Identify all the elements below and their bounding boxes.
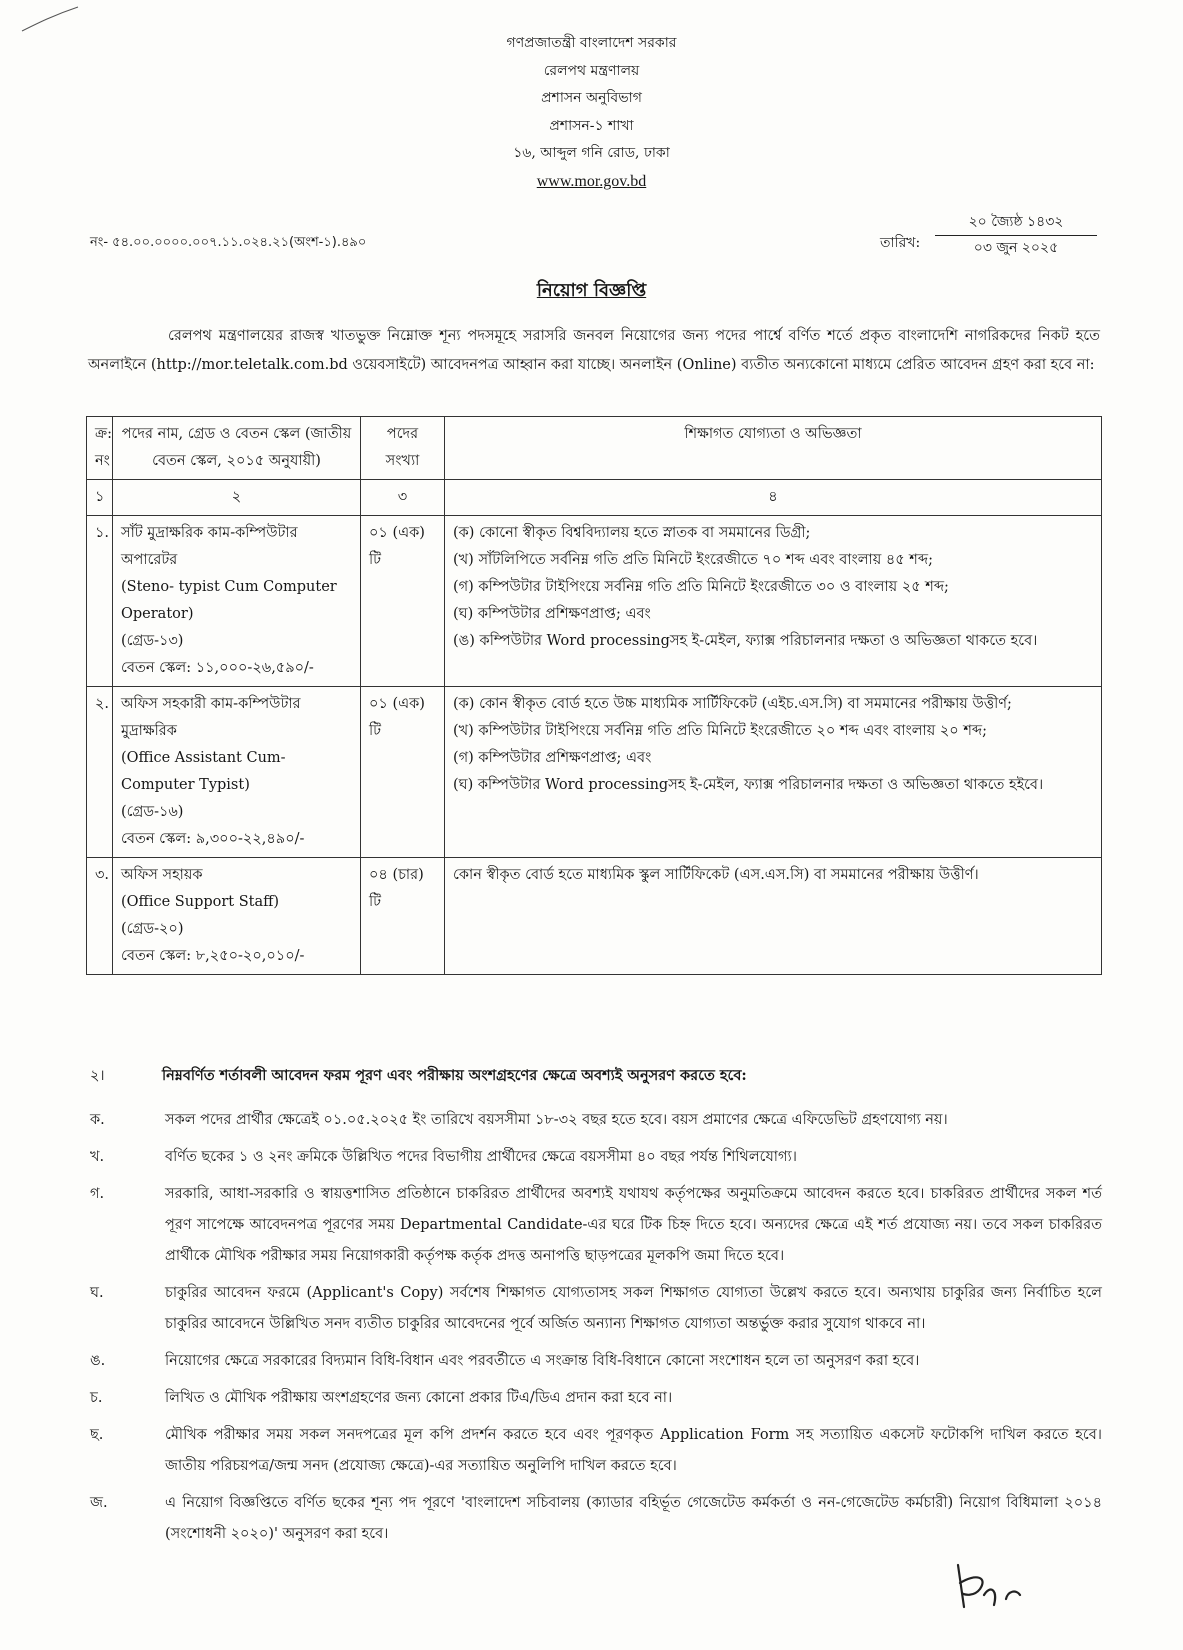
item-label: গ.	[90, 1186, 105, 1202]
post-name-en: (Office Support Staff)	[121, 894, 280, 910]
conditions-title: নিম্নবর্ণিত শর্তাবলী আবেদন ফরম পূরণ এবং পরীক্ষায় অংশগ্রহণের ক্ষেত্রে অবশ্যই অনুসরণ করতে হবে:	[162, 1067, 747, 1084]
table-row	[87, 687, 1102, 858]
date-label: তারিখ:	[880, 235, 921, 251]
post-name-en: (Office Assistant Cum-Computer Typist)	[121, 750, 286, 793]
qualification-item: (ক) কোন স্বীকৃত বোর্ড হতে উচ্চ মাধ্যমিক সার্টিফিকেট (এইচ.এস.সি) বা সমমানের পরীক্ষায় উত্তীর্ণ;	[453, 696, 1012, 712]
col-number: ৪	[445, 480, 1102, 516]
table-row	[87, 858, 1102, 975]
item-text: লিখিত ও মৌখিক পরীক্ষায় অংশগ্রহণের জন্য কোনো প্রকার টিএ/ডিএ প্রদান করা হবে না।	[165, 1390, 673, 1406]
qualification-item: (খ) কম্পিউটার টাইপিংয়ে সর্বনিম্ন গতি প্রতি মিনিটে ইংরেজীতে ২০ শব্দ এবং বাংলায় ২০ শব্দ;	[453, 723, 987, 739]
list-item	[90, 1179, 1102, 1272]
conditions-list	[90, 1105, 1102, 1556]
list-item	[90, 1420, 1102, 1482]
memo-number: নং- ৫৪.০০.০০০০.০০৭.১১.০২৪.২১(অংশ-১).৪৯০	[90, 235, 367, 250]
item-label: ছ.	[90, 1427, 104, 1443]
qualification-cell	[445, 687, 1102, 858]
row-serial: ১.	[87, 516, 113, 687]
table-row	[87, 516, 1102, 687]
post-pay-scale: বেতন স্কেল: ৮,২৫০-২০,০১০/-	[121, 948, 305, 964]
conditions-number: ২।	[90, 1068, 105, 1084]
ministry-name: রেলপথ মন্ত্রণালয়	[543, 62, 640, 79]
conditions-heading	[90, 1065, 747, 1089]
header-post: পদের নাম, গ্রেড ও বেতন স্কেল (জাতীয় বেতন স্কেল, ২০১৫ অনুযায়ী)	[113, 417, 361, 480]
qualification-item: (ক) কোনো স্বীকৃত বিশ্ববিদ্যালয় হতে স্নাতক বা সমমানের ডিগ্রী;	[453, 525, 811, 541]
item-label: ঙ.	[90, 1353, 106, 1369]
item-text: এ নিয়োগ বিজ্ঞপ্তিতে বর্ণিত ছকের শূন্য পদ পূরণে 'বাংলাদেশ সচিবালয় (ক্যাডার বহির্ভূত গেজেটেড কর্মকর্তা ও নন-গেজেটেড কর্মচারী) নিয়োগ বিধিমালা ২০১৪ (সংশোধনী ২০২০)' অনুসরণ করা হবে।	[165, 1495, 1102, 1542]
column-number-row	[87, 480, 1102, 516]
post-pay-scale: বেতন স্কেল: ৯,৩০০-২২,৪৯০/-	[121, 831, 305, 847]
post-pay-scale: বেতন স্কেল: ১১,০০০-২৬,৫৯০/-	[121, 660, 314, 676]
qualification-item: (ঙ) কম্পিউটার Word processingসহ ই-মেইল, ফ্যাক্স পরিচালনার দক্ষতা ও অভিজ্ঞতা থাকতে হবে।	[453, 633, 1038, 649]
post-count: ০৪ (চার) টি	[361, 858, 445, 975]
table-header-row	[87, 417, 1102, 480]
qualification-cell	[445, 516, 1102, 687]
post-cell	[113, 516, 361, 687]
post-name-bn: অফিস সহকারী কাম-কম্পিউটার মুদ্রাক্ষরিক	[121, 696, 301, 739]
list-item	[90, 1278, 1102, 1340]
vacancy-table	[86, 416, 1102, 975]
row-serial: ৩.	[87, 858, 113, 975]
qualification-item: (ঘ) কম্পিউটার প্রশিক্ষণপ্রাপ্ত; এবং	[453, 606, 651, 622]
list-item	[90, 1383, 1102, 1414]
handwritten-initial-signature	[950, 1555, 1030, 1625]
branch-name: প্রশাসন-১ শাখা	[549, 117, 634, 134]
item-label: খ.	[90, 1149, 105, 1165]
item-text: চাকুরির আবেদন ফরমে (Applicant's Copy) সর্বশেষ শিক্ষাগত যোগ্যতাসহ সকল শিক্ষাগত যোগ্যতা উল্লেখ করতে হবে। অন্যথায় চাকুরির জন্য নির্বাচিত হলে চাকুরির আবেদনে উল্লিখিত সনদ ব্যতীত চাকুরির আবেদনের পূর্বে অর্জিত অন্যান্য শিক্ষাগত যোগ্যতা অন্তর্ভুক্ত করার সুযোগ থাকবে না।	[165, 1285, 1102, 1332]
qualification-item: কোন স্বীকৃত বোর্ড হতে মাধ্যমিক স্কুল সার্টিফিকেট (এস.এস.সি) বা সমমানের পরীক্ষায় উত্তীর্ণ।	[453, 867, 979, 883]
qualification-item: (খ) সাঁটলিপিতে সর্বনিম্ন গতি প্রতি মিনিটে ইংরেজীতে ৭০ শব্দ এবং বাংলায় ৪৫ শব্দ;	[453, 552, 933, 568]
govt-name: গণপ্রজাতন্ত্রী বাংলাদেশ সরকার	[506, 35, 677, 51]
qualification-item: (গ) কম্পিউটার প্রশিক্ষণপ্রাপ্ত; এবং	[453, 750, 652, 766]
header-qualification: শিক্ষাগত যোগ্যতা ও অভিজ্ঞতা	[445, 417, 1102, 480]
qualification-item: (গ) কম্পিউটার টাইপিংয়ে সর্বনিম্ন গতি প্রতি মিনিটে ইংরেজীতে ৩০ ও বাংলায় ২৫ শব্দ;	[453, 579, 949, 595]
date-divider	[935, 235, 1097, 236]
page-title: নিয়োগ বিজ্ঞপ্তি	[536, 280, 647, 301]
item-text: সরকারি, আধা-সরকারি ও স্বায়ত্তশাসিত প্রতিষ্ঠানে চাকরিরত প্রার্থীদের অবশ্যই যথাযথ কর্তৃপক্ষের অনুমতিক্রমে আবেদন করতে হবে। চাকরিরত প্রার্থীদের সকল শর্ত পূরণ সাপেক্ষে আবেদনপত্র পূরণের সময় Departmental Candidate-এর ঘরে টিক চিহ্ন দিতে হবে। অন্যদের ক্ষেত্রে এই শর্ত প্রযোজ্য নয়। তবে সকল চাকরিরত প্রার্থীকে মৌখিক পরীক্ষার সময় নিয়োগকারী কর্তৃপক্ষ কর্তৃক প্রদত্ত অনাপত্তি ছাড়পত্রের মূলকপি জমা দিতে হবে।	[165, 1186, 1102, 1264]
division-name: প্রশাসন অনুবিভাগ	[541, 90, 642, 106]
date-bangla: ২০ জ্যৈষ্ঠ ১৪৩২	[968, 214, 1064, 230]
item-text: মৌখিক পরীক্ষার সময় সকল সনদপত্রের মূল কপি প্রদর্শন করতে হবে এবং পূরণকৃত Application Form সহ সত্যায়িত একসেট ফটোকপি দাখিল করতে হবে। জাতীয় পরিচয়পত্র/জন্ম সনদ (প্রযোজ্য ক্ষেত্রে)-এর সত্যায়িত অনুলিপি দাখিল করতে হবে।	[165, 1427, 1102, 1474]
post-grade: (গ্রেড-২০)	[121, 921, 184, 937]
item-label: ঘ.	[90, 1285, 104, 1301]
office-address: ১৬, আব্দুল গনি রোড, ঢাকা	[513, 145, 670, 161]
post-count: ০১ (এক) টি	[361, 687, 445, 858]
post-name-bn: অফিস সহায়ক	[121, 867, 203, 883]
col-number: ২	[113, 480, 361, 516]
list-item	[90, 1488, 1102, 1550]
item-label: চ.	[90, 1390, 103, 1406]
qualification-cell	[445, 858, 1102, 975]
item-text: বর্ণিত ছকের ১ ও ২নং ক্রমিকে উল্লিখিত পদের বিভাগীয় প্রার্থীদের ক্ষেত্রে বয়সসীমা ৪০ বছর পর্যন্ত শিথিলযোগ্য।	[165, 1149, 797, 1165]
post-grade: (গ্রেড-১৬)	[121, 804, 184, 820]
date-block	[935, 212, 1097, 259]
item-text: সকল পদের প্রার্থীর ক্ষেত্রেই ০১.০৫.২০২৫ ইং তারিখে বয়সসীমা ১৮-৩২ বছর হতে হবে। বয়স প্রমাণের ক্ষেত্রে এফিডেভিট গ্রহণযোগ্য নয়।	[165, 1112, 948, 1128]
item-label: জ.	[90, 1495, 108, 1511]
post-count: ০১ (এক) টি	[361, 516, 445, 687]
post-grade: (গ্রেড-১৩)	[121, 633, 184, 649]
post-cell	[113, 858, 361, 975]
list-item	[90, 1142, 1102, 1173]
letterhead	[0, 30, 1183, 195]
header-serial: ক্র: নং	[87, 417, 113, 480]
item-label: ক.	[90, 1112, 105, 1128]
post-name-bn: সাঁট মুদ্রাক্ষরিক কাম-কম্পিউটার অপারেটর	[121, 525, 298, 568]
col-number: ৩	[361, 480, 445, 516]
post-name-en: (Steno- typist Cum Computer Operator)	[121, 579, 337, 622]
intro-paragraph: রেলপথ মন্ত্রণালয়ের রাজস্ব খাতভুক্ত নিম্নোক্ত শূন্য পদসমূহে সরাসরি জনবল নিয়োগের জন্য পদের পার্শ্বে বর্ণিত শর্তে প্রকৃত বাংলাদেশি নাগরিকদের নিকট হতে অনলাইনে (http://mor.teletalk.com.bd ওয়েবসাইটে) আবেদনপত্র আহ্বান করা যাচ্ছে। অনলাইন (Online) ব্যতীত অন্যকোনো মাধ্যমে প্রেরিত আবেদন গ্রহণ করা হবে না:	[88, 328, 1100, 373]
col-number: ১	[87, 480, 113, 516]
list-item	[90, 1105, 1102, 1136]
website-link[interactable]: www.mor.gov.bd	[536, 172, 647, 190]
header-count: পদের সংখ্যা	[361, 417, 445, 480]
qualification-item: (ঘ) কম্পিউটার Word processingসহ ই-মেইল, ফ্যাক্স পরিচালনার দক্ষতা ও অভিজ্ঞতা থাকতে হইবে।	[453, 777, 1044, 793]
row-serial: ২.	[87, 687, 113, 858]
list-item	[90, 1346, 1102, 1377]
date-english: ০৩ জুন ২০২৫	[973, 240, 1059, 256]
post-cell	[113, 687, 361, 858]
item-text: নিয়োগের ক্ষেত্রে সরকারের বিদ্যমান বিধি-বিধান এবং পরবর্তীতে এ সংক্রান্ত বিধি-বিধানে কোনো সংশোধন হলে তা অনুসরণ করা হবে।	[165, 1353, 920, 1369]
